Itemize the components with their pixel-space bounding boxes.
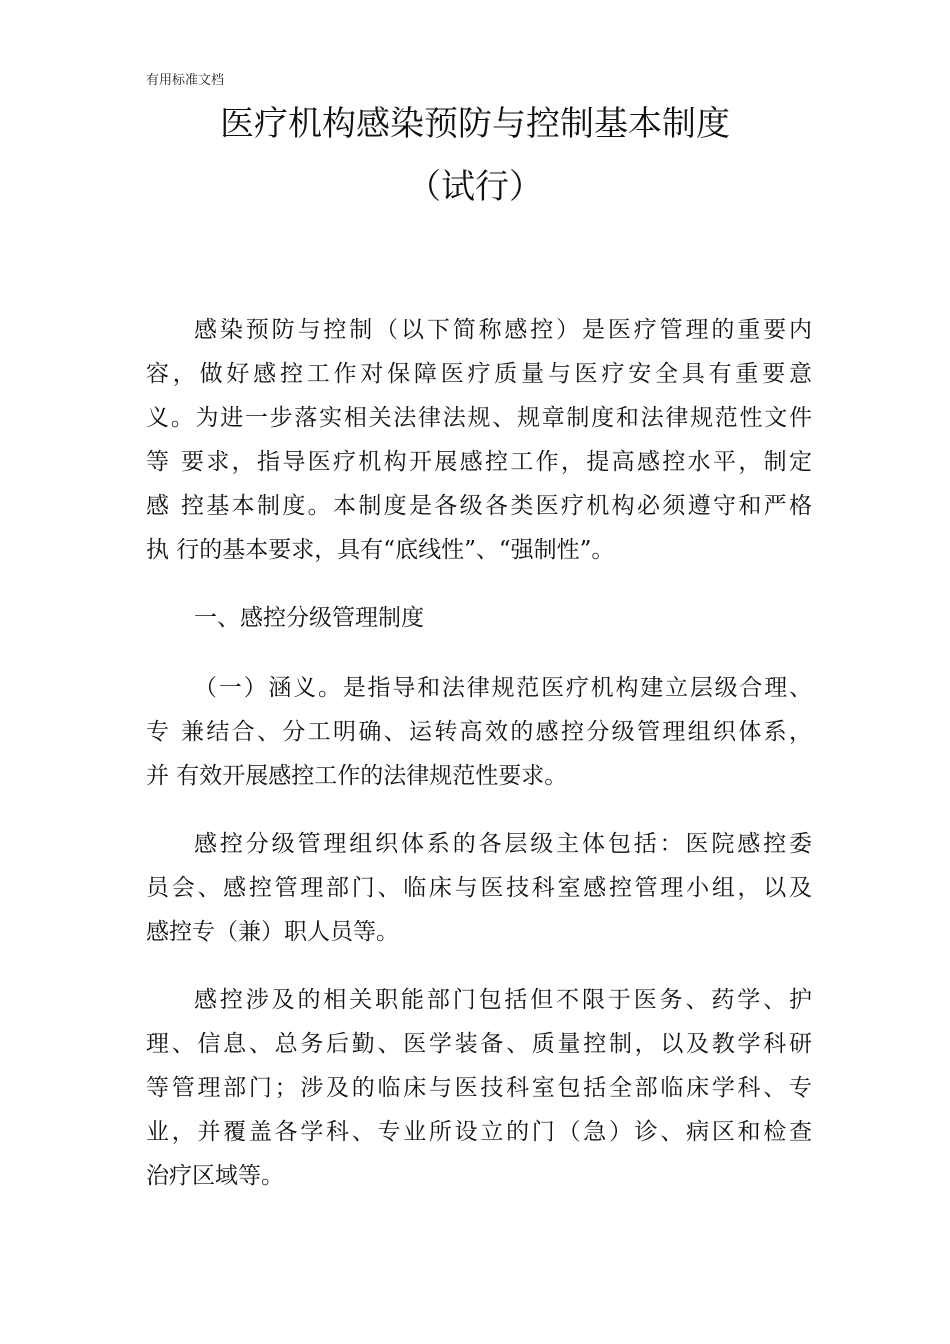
paragraph-line: 业，并覆盖各学科、专业所设立的门（急）诊、病区和检查: [146, 1119, 812, 1145]
paragraph-organization: [146, 822, 812, 954]
paragraph-line: 感控专（兼）职人员等。: [146, 919, 399, 945]
document-title: 医疗机构感染预防与控制基本制度: [220, 104, 730, 144]
paragraph-line: 并 有效开展感控工作的法律规范性要求。: [146, 763, 568, 789]
paragraph-line: 等管理部门；涉及的临床与医技科室包括全部临床学科、专: [146, 1075, 812, 1101]
paragraph-intro: [146, 308, 812, 572]
header-label: 有用标准文档: [146, 73, 225, 88]
paragraph-line: 治疗区域等。: [146, 1163, 284, 1189]
section-heading: [146, 596, 812, 640]
paragraph-line: 等 要求，指导医疗机构开展感控工作，提高感控水平，制定: [146, 449, 812, 475]
section-heading-text: 一、感控分级管理制度: [194, 605, 424, 631]
paragraph-definition: [146, 666, 812, 798]
paragraph-line: 感控涉及的相关职能部门包括但不限于医务、药学、护: [194, 987, 812, 1013]
document-subtitle: （试行）: [407, 167, 543, 207]
paragraph-line: 义。为进一步落实相关法律法规、规章制度和法律规范性文件: [146, 405, 812, 431]
paragraph-line: 感控分级管理组织体系的各层级主体包括：医院感控委: [194, 831, 812, 857]
paragraph-line: 感染预防与控制（以下简称感控）是医疗管理的重要内: [194, 317, 812, 343]
paragraph-line: 员会、感控管理部门、临床与医技科室感控管理小组，以及: [146, 875, 812, 901]
paragraph-line: 执 行的基本要求，具有“底线性”、“强制性”。: [146, 537, 615, 563]
paragraph-departments: [146, 978, 812, 1198]
paragraph-line: 容，做好感控工作对保障医疗质量与医疗安全具有重要意: [146, 361, 812, 387]
paragraph-line: 理、信息、总务后勤、医学装备、质量控制，以及教学科研: [146, 1031, 812, 1057]
paragraph-line: （一）涵义。是指导和法律规范医疗机构建立层级合理、: [194, 675, 812, 701]
paragraph-line: 感 控基本制度。本制度是各级各类医疗机构必须遵守和严格: [146, 493, 812, 519]
paragraph-line: 专 兼结合、分工明确、运转高效的感控分级管理组织体系，: [146, 719, 812, 745]
